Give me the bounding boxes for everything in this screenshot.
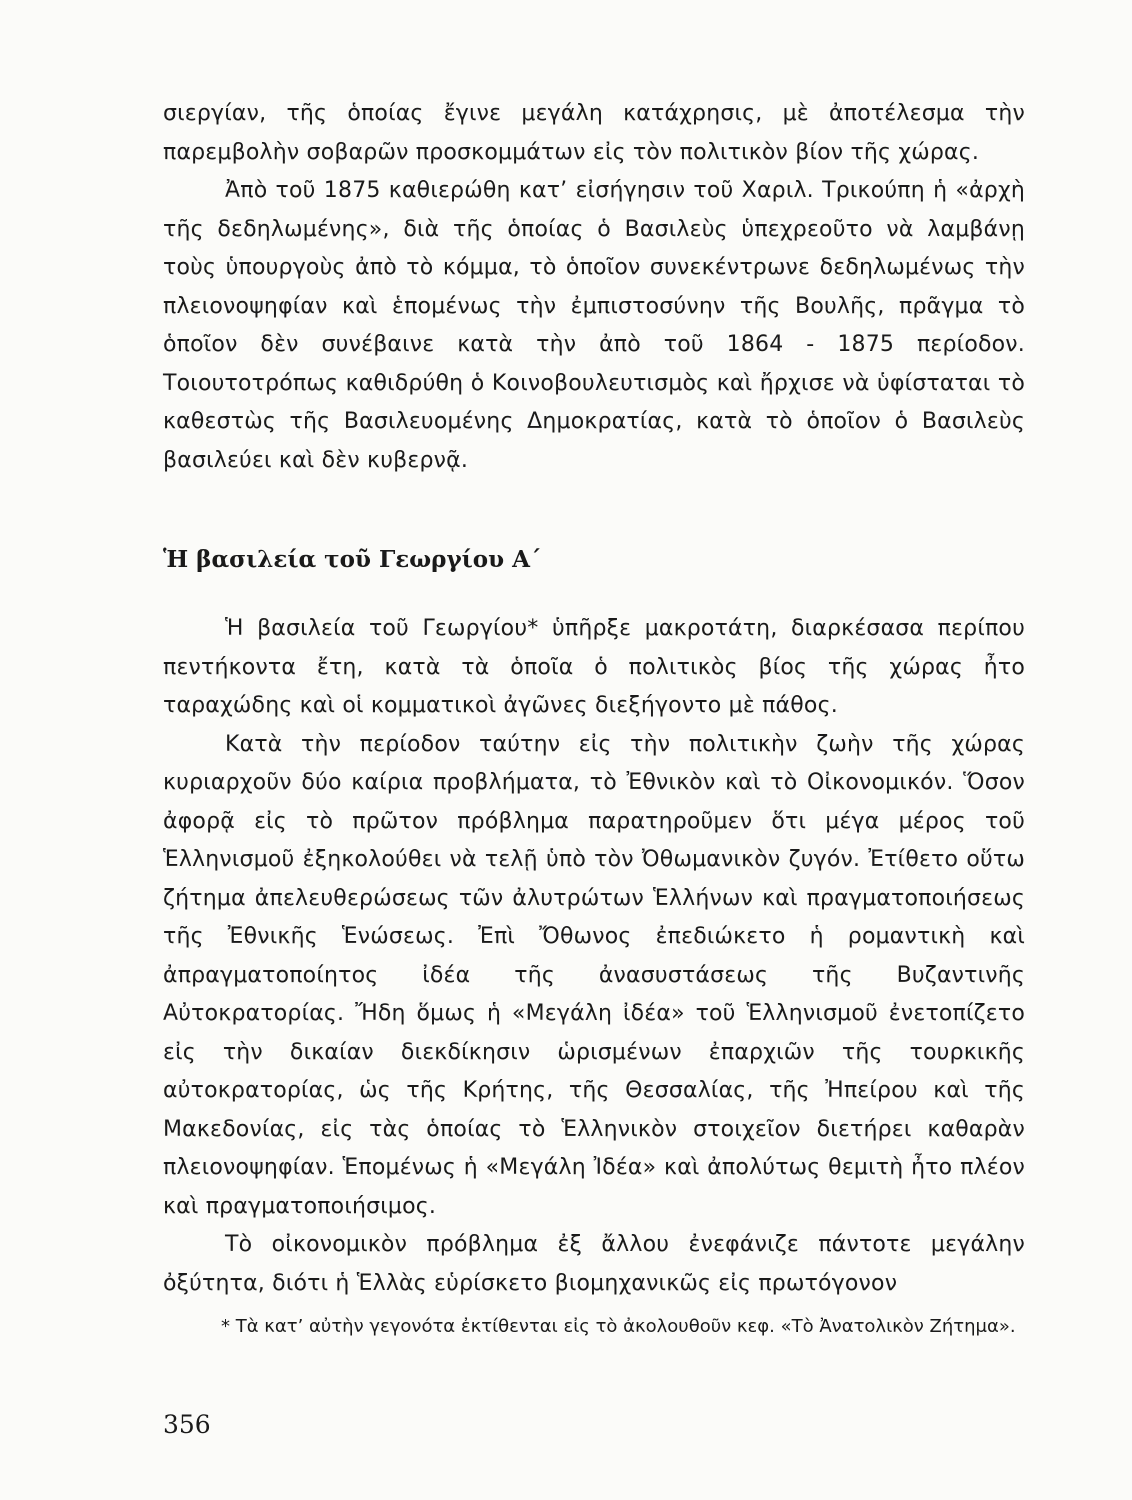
paragraph-continuation: σιεργίαν, τῆς ὁποίας ἔγινε μεγάλη κατάχρησις, μὲ ἀποτέλεσμα τὴν παρεμβολὴν σοβαρῶν προσκομμάτων εἰς τὸν πολιτικὸν βίον τῆς χώρας.	[163, 101, 1025, 165]
bottom-text-block	[163, 610, 1025, 1303]
paragraph-economic-problem: Τὸ οἰκονομικὸν πρόβλημα ἐξ ἄλλου ἐνεφάνιζε πάντοτε μεγάλην ὀξύτητα, διότι ἡ Ἑλλὰς εὑρίσκετο βιομηχανικῶς εἰς πρωτόγονον	[163, 1232, 1025, 1296]
page-number: 356	[163, 1410, 211, 1439]
paragraph-dedilomeni: Ἀπὸ τοῦ 1875 καθιερώθη κατ’ εἰσήγησιν τοῦ Χαριλ. Τρικούπη ἡ «ἀρχὴ τῆς δεδηλωμένης», διὰ τῆς ὁποίας ὁ Βασιλεὺς ὑπεχρεοῦτο νὰ λαμβάνῃ τοὺς ὑπουργοὺς ἀπὸ τὸ κόμμα, τὸ ὁποῖον συνεκέντρωνε δεδηλωμένως τὴν πλειονοψηφίαν καὶ ἑπομένως τὴν ἐμπιστοσύνην τῆς Βουλῆς, πρᾶγμα τὸ ὁποῖον δὲν συνέβαινε κατὰ τὴν ἀπὸ τοῦ 1864 - 1875 περίοδον. Τοιουτοτρόπως καθιδρύθη ὁ Κοινοβουλευτισμὸς καὶ ἤρχισε νὰ ὑφίσταται τὸ καθεστὼς τῆς Βασιλευομένης Δημοκρατίας, κατὰ τὸ ὁποῖον ὁ Βασιλεὺς βασιλεύει καὶ δὲν κυβερνᾷ.	[163, 178, 1025, 473]
top-text-block	[163, 95, 1025, 480]
footnote: * Τὰ κατ’ αὐτὴν γεγονότα ἐκτίθενται εἰς τὸ ἀκολουθοῦν κεφ. «Τὸ Ἀνατολικὸν Ζήτημα».	[221, 1316, 1016, 1337]
paragraph-national-problem: Κατὰ τὴν περίοδον ταύτην εἰς τὴν πολιτικὴν ζωὴν τῆς χώρας κυριαρχοῦν δύο καίρια προβλήματα, τὸ Ἐθνικὸν καὶ τὸ Οἰκονομικόν. Ὅσον ἀφορᾷ εἰς τὸ πρῶτον πρόβλημα παρατηροῦμεν ὅτι μέγα μέρος τοῦ Ἑλληνισμοῦ ἐξηκολούθει νὰ τελῇ ὑπὸ τὸν Ὀθωμανικὸν ζυγόν. Ἐτίθετο οὕτω ζήτημα ἀπελευθερώσεως τῶν ἀλυτρώτων Ἑλλήνων καὶ πραγματοποιήσεως τῆς Ἐθνικῆς Ἑνώσεως. Ἐπὶ Ὄθωνος ἐπεδιώκετο ἡ ρομαντικὴ καὶ ἀπραγματοποίητος ἰδέα τῆς ἀνασυστάσεως τῆς Βυζαντινῆς Αὐτοκρατορίας. Ἤδη ὅμως ἡ «Μεγάλη ἰδέα» τοῦ Ἑλληνισμοῦ ἐνετοπίζετο εἰς τὴν δικαίαν διεκδίκησιν ὡρισμένων ἐπαρχιῶν τῆς τουρκικῆς αὐτοκρατορίας, ὡς τῆς Κρήτης, τῆς Θεσσαλίας, τῆς Ἠπείρου καὶ τῆς Μακεδονίας, εἰς τὰς ὁποίας τὸ Ἑλληνικὸν στοιχεῖον διετήρει καθαρὰν πλειονοψηφίαν. Ἑπομένως ἡ «Μεγάλη Ἰδέα» καὶ ἀπολύτως θεμιτὴ ἦτο πλέον καὶ πραγματοποιήσιμος.	[163, 731, 1025, 1219]
paragraph-reign: Ἡ βασιλεία τοῦ Γεωργίου* ὑπῆρξε μακροτάτη, διαρκέσασα περίπου πεντήκοντα ἔτη, κατὰ τὰ ὁποῖα ὁ πολιτικὸς βίος τῆς χώρας ἦτο ταραχώδης καὶ οἱ κομματικοὶ ἀγῶνες διεξήγοντο μὲ πάθος.	[163, 616, 1025, 718]
section-heading: Ἡ βασιλεία τοῦ Γεωργίου Α΄	[163, 546, 542, 573]
